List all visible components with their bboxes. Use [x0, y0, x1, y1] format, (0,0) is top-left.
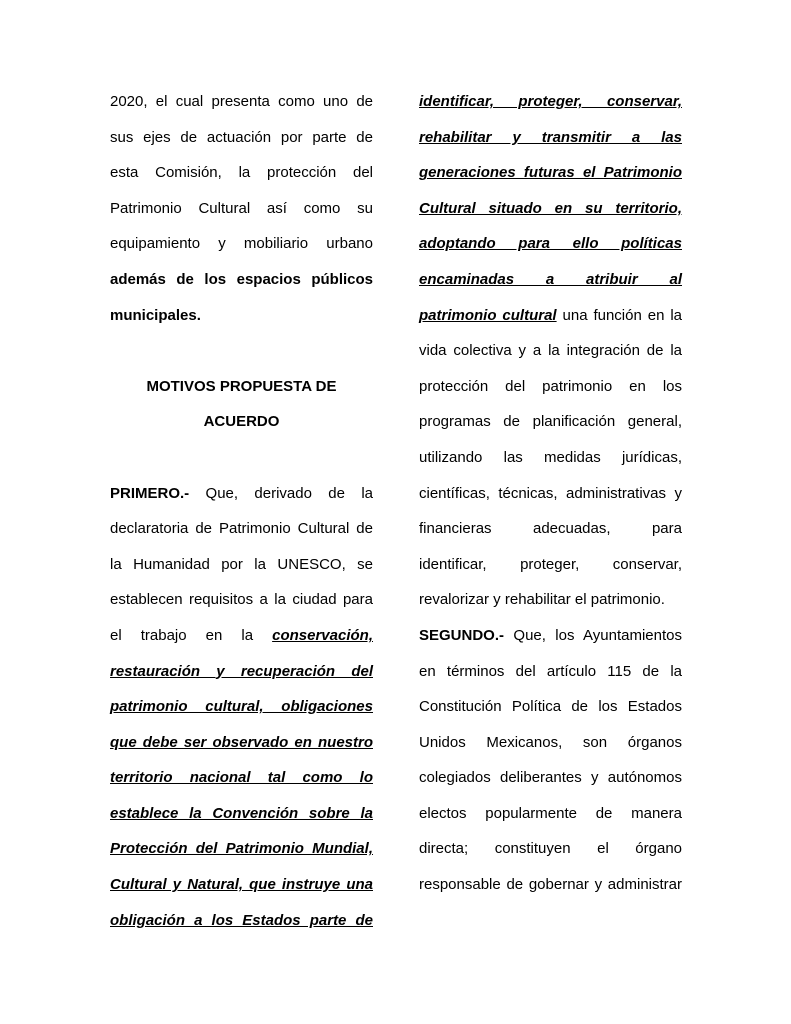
text-run: Unidos Mexicanos, son órganos: [419, 733, 682, 751]
text-run: la Humanidad por la UNESCO, se: [110, 555, 373, 573]
bold-text: ACUERDO: [203, 413, 280, 431]
right-text-line: [419, 764, 682, 800]
right-text-line: [419, 693, 682, 729]
left-text-line: [110, 586, 373, 622]
left-text-line: [110, 373, 373, 409]
text-run: protección del patrimonio en los: [419, 377, 682, 395]
emphasized-text: Cultural situado en su territorio,: [419, 199, 682, 217]
text-run: identificar, proteger, conservar,: [419, 555, 682, 573]
right-text-line: [419, 195, 682, 231]
right-text-line: [419, 658, 682, 694]
right-text-line: [419, 124, 682, 160]
left-text-line: [110, 230, 373, 266]
left-text-line: [110, 195, 373, 231]
left-text-line: [110, 159, 373, 195]
right-text-line: [419, 408, 682, 444]
text-run: vida colectiva y a la integración de la: [419, 342, 682, 360]
right-text-line: [419, 373, 682, 409]
emphasized-text: Cultural y Natural, que instruye una: [110, 876, 373, 894]
right-text-column: [419, 88, 682, 907]
text-run: Que, derivado de la: [189, 484, 373, 502]
right-text-line: [419, 444, 682, 480]
right-text-line: [419, 871, 682, 907]
right-text-line: [419, 266, 682, 302]
emphasized-text: obligación a los Estados parte de: [110, 911, 373, 929]
text-run: programas de planificación general,: [419, 413, 682, 431]
left-text-line: [110, 871, 373, 907]
bold-text: MOTIVOS PROPUESTA DE: [146, 377, 337, 395]
right-text-line: [419, 230, 682, 266]
text-run: directa; constituyen el órgano: [419, 840, 682, 858]
right-text-line: [419, 88, 682, 124]
text-run: el trabajo en la: [110, 626, 273, 644]
left-text-line: [110, 302, 373, 338]
right-text-line: [419, 515, 682, 551]
text-run: equipamiento y mobiliario urbano: [110, 235, 373, 253]
emphasized-text: establece la Convención sobre la: [110, 804, 373, 822]
right-text-line: [419, 800, 682, 836]
left-text-line: [110, 907, 373, 943]
emphasized-text: encaminadas a atribuir al: [419, 270, 682, 288]
emphasized-text: patrimonio cultural: [419, 306, 557, 324]
text-run: responsable de gobernar y administrar: [419, 876, 682, 894]
left-text-line: [110, 693, 373, 729]
text-run: colegiados deliberantes y autónomos: [419, 769, 682, 787]
left-text-line: [110, 835, 373, 871]
bold-text: municipales.: [110, 306, 201, 324]
emphasized-text: rehabilitar y transmitir a las: [419, 128, 682, 146]
left-text-line: [110, 764, 373, 800]
left-text-line: [110, 480, 373, 516]
right-text-line: [419, 302, 682, 338]
right-text-line: [419, 835, 682, 871]
paragraph-spacer: [110, 337, 373, 373]
emphasized-text: generaciones futuras el Patrimonio: [419, 164, 682, 182]
left-text-line: [110, 622, 373, 658]
text-run: establecen requisitos a la ciudad para: [110, 591, 373, 609]
right-text-line: [419, 159, 682, 195]
text-run: esta Comisión, la protección del: [110, 164, 373, 182]
text-run: Patrimonio Cultural así como su: [110, 199, 373, 217]
left-text-line: [110, 88, 373, 124]
emphasized-text: restauración y recuperación del: [110, 662, 373, 680]
left-text-line: [110, 515, 373, 551]
emphasized-text: territorio nacional tal como lo: [110, 769, 373, 787]
emphasized-text: conservación,: [272, 626, 373, 644]
left-text-line: [110, 658, 373, 694]
emphasized-text: Protección del Patrimonio Mundial,: [110, 840, 373, 858]
emphasized-text: que debe ser observado en nuestro: [110, 733, 373, 751]
text-run: en términos del artículo 115 de la: [419, 662, 682, 680]
left-text-line: [110, 124, 373, 160]
right-text-line: [419, 586, 682, 622]
text-run: financieras adecuadas, para: [419, 520, 682, 538]
right-text-line: [419, 337, 682, 373]
text-run: Constitución Política de los Estados: [419, 698, 682, 716]
text-run: una función en la: [556, 306, 682, 324]
left-text-line: [110, 266, 373, 302]
right-text-line: [419, 729, 682, 765]
text-run: científicas, técnicas, administrativas y: [419, 484, 682, 502]
left-text-line: [110, 551, 373, 587]
emphasized-text: identificar, proteger, conservar,: [419, 93, 682, 110]
text-run: sus ejes de actuación por parte de: [110, 128, 373, 146]
left-text-line: [110, 800, 373, 836]
right-text-line: [419, 622, 682, 658]
text-run: declaratoria de Patrimonio Cultural de: [110, 520, 373, 538]
text-run: electos popularmente de manera: [419, 804, 682, 822]
emphasized-text: patrimonio cultural, obligaciones: [110, 698, 373, 716]
text-run: Que, los Ayuntamientos: [504, 626, 682, 644]
text-run: 2020, el cual presenta como uno de: [110, 93, 373, 110]
bold-text: PRIMERO.-: [110, 484, 190, 502]
right-text-line: [419, 480, 682, 516]
left-text-column: [110, 88, 373, 942]
paragraph-spacer: [110, 444, 373, 480]
bold-text: SEGUNDO.-: [419, 626, 505, 644]
text-run: utilizando las medidas jurídicas,: [419, 448, 682, 466]
left-text-line: [110, 729, 373, 765]
text-run: revalorizar y rehabilitar el patrimonio.: [419, 591, 665, 609]
right-text-line: [419, 551, 682, 587]
bold-text: además de los espacios públicos: [110, 270, 373, 288]
left-text-line: [110, 408, 373, 444]
emphasized-text: adoptando para ello políticas: [419, 235, 682, 253]
